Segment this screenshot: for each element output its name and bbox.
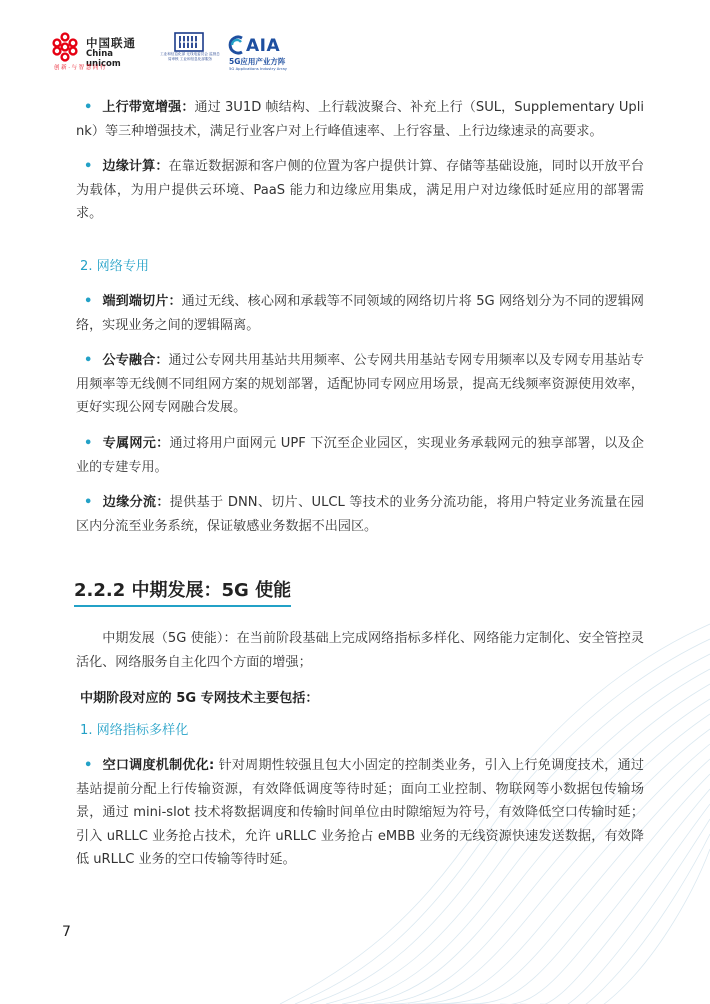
bullet-title: 公专融合： — [102, 353, 169, 369]
bullet-dot: • — [84, 353, 93, 369]
section-heading-text: 2.2.2 中期发展：5G 使能 — [74, 576, 291, 607]
subsection-title: 2. 网络专用 — [80, 258, 150, 274]
bullet-dot: • — [84, 758, 93, 774]
bullet-dot: • — [84, 159, 93, 175]
bullet-title: 上行带宽增强： — [102, 100, 195, 115]
bullet-paragraph — [76, 349, 644, 420]
bullet-title: 边缘计算： — [102, 159, 169, 175]
section-heading — [74, 576, 644, 607]
intro-paragraph: 中期发展（5G 使能）：在当前阶段基础上完成网络指标多样化、网络能力定制化、安全管控灵活化、网络服务自主化四个方面的增强； — [76, 631, 644, 670]
bullet-text: 通过公专网共用基站共用频率、公专网共用基站专网专用频率以及专网专用基站专用频率等无线侧不同组网方案的规划部署，适配协同专网应用场景，提高无线频率资源使用效率，更好实现公网专网融合发展。 — [76, 353, 645, 416]
unicom-slogan: 创新·与智慧同行 — [54, 65, 108, 71]
caict-caption: 工业和信息化部 无线电委员会 监督总局审核 工业和信息化部服务 — [160, 52, 220, 61]
header-logos — [48, 32, 348, 72]
bullet-dot: • — [84, 293, 93, 309]
bullet-title: 专属网元： — [102, 435, 170, 451]
unicom-knot-icon — [48, 32, 82, 62]
aia-logo — [226, 32, 306, 72]
bullet-title: 边缘分流： — [102, 495, 170, 511]
bullet-text: 通过将用户面网元 UPF 下沉至企业园区，实现业务承载网元的独享部署，以及企业的专建专用。 — [76, 435, 644, 475]
bullet-dot: • — [84, 495, 93, 511]
aia-swirl-icon — [226, 34, 246, 56]
unicom-name-en: China unicom — [86, 49, 121, 69]
bullet-title: 端到端切片： — [102, 293, 182, 309]
bullet-paragraph — [76, 155, 644, 226]
bullet-text: 提供基于 DNN、切片、ULCL 等技术的业务分流功能，将用户特定业务流量在园区内分流至业务系统，保证敏感业务数据不出园区。 — [76, 495, 645, 534]
bullet-text: 针对周期性较强且包大小固定的控制类业务，引入上行免调度技术，通过基站提前分配上行传输资源，有效降低调度等待时延；面向工业控制、物联网等小数据包传输场景，通过 mini-slot 技术将数据调度和传输时间单位由时隙缩短为符号，有效降低空口传输时延；引入 uRLLC 业务抢占技术，允许 uRLLC 业务抢占 eMBB 业务的无线资源快速发送数据，有效降低 uRLLC 业务的空口传输等待时延。 — [76, 758, 644, 868]
bullet-paragraph — [76, 96, 644, 143]
bullet-paragraph — [76, 432, 644, 479]
page-number: 7 — [62, 924, 71, 940]
china-unicom-logo — [48, 32, 140, 72]
bullet-text: 通过 3U1D 帧结构、上行载波聚合、补充上行（SUL，Supplementary Uplink）等三种增强技术，满足行业客户对上行峰值速率、上行容量、上行边缘速录的高要求。 — [76, 100, 645, 139]
aia-name-en: 5G Applications Industry Array — [229, 66, 288, 71]
subsection-title: 1. 网络指标多样化 — [80, 723, 189, 739]
unicom-name-cn: 中国联通 — [86, 36, 136, 50]
aia-wordmark: AIA — [246, 36, 281, 56]
lead-text: 中期阶段对应的 5G 专网技术主要包括： — [80, 690, 319, 706]
caict-emblem-icon — [174, 32, 204, 52]
bullet-paragraph — [76, 754, 644, 872]
bullet-dot: • — [84, 100, 93, 115]
aia-name-cn: 5G应用产业方阵 — [229, 57, 286, 66]
caict-logo — [160, 32, 218, 72]
bullet-paragraph — [76, 491, 644, 538]
document-body — [76, 96, 644, 884]
bullet-title: 空口调度机制优化: — [102, 758, 215, 774]
bullet-dot: • — [84, 435, 93, 451]
bullet-paragraph — [76, 290, 644, 337]
bullet-text: 在靠近数据源和客户侧的位置为客户提供计算、存储等基础设施，同时以开放平台为载体，为用户提供云环境、PaaS 能力和边缘应用集成，满足用户对边缘低时延应用的部署需求。 — [76, 159, 645, 222]
bullet-text: 通过无线、核心网和承载等不同领域的网络切片将 5G 网络划分为不同的逻辑网络，实现业务之间的逻辑隔离。 — [76, 293, 644, 333]
